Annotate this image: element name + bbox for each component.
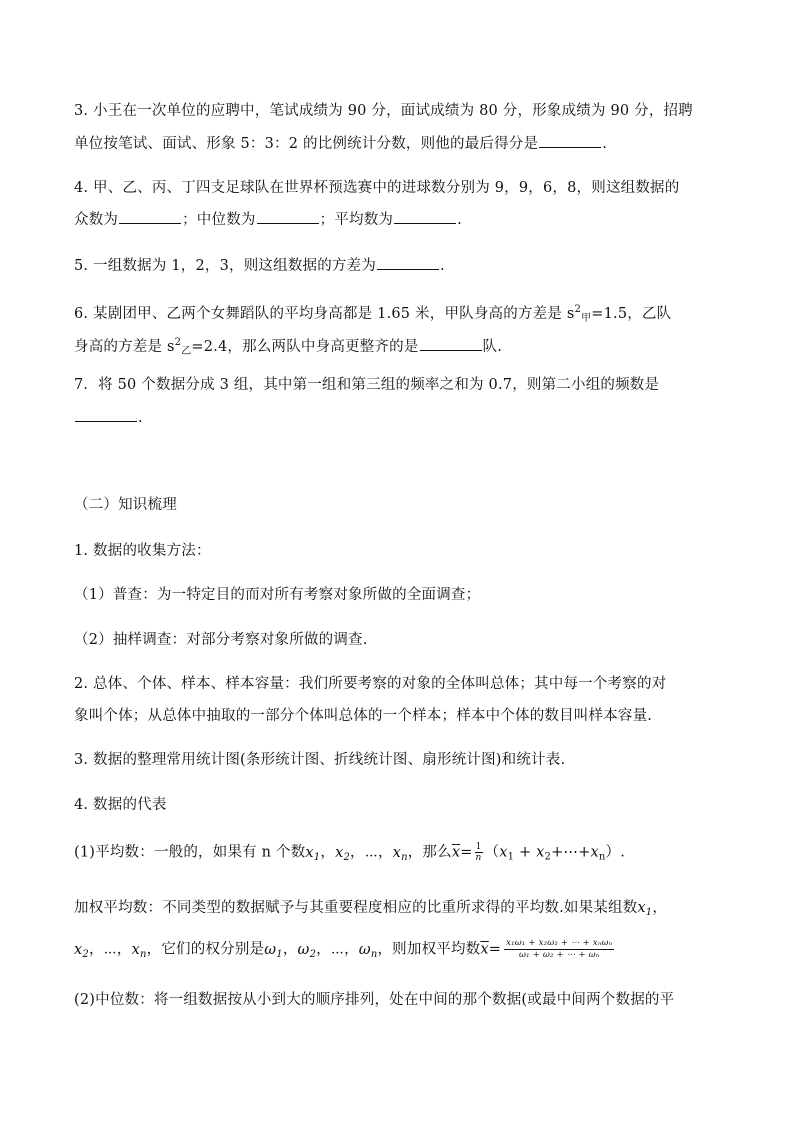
- q6-sub: 乙: [181, 346, 192, 357]
- q3-line2: [74, 134, 607, 154]
- q3-text: 单位按笔试、面试、形象 5：3：2 的比例统计分数，则他的最后得分是: [74, 136, 539, 152]
- math-w1: $\omega_1$: [264, 941, 283, 960]
- mean-formula-line: (1)平均数：一般的，如果有 n 个数$x_1$，$x_2$，⋯，$x_n$，那么$\overline{x}=$ $\frac{1}{n}$ （$x_1$ + $x_2+\cdots+x_n$）.: [74, 842, 626, 863]
- math-wn: $\omega_n$: [358, 941, 378, 960]
- math-weighted-fraction: $\frac{\text{x₁ω₁ + x₂ω₂ + ⋯ + xₙωₙ}}{\text{ω₁ + ω₂ + ⋯ + ωₙ}}$: [506, 938, 613, 960]
- s1-heading: 1. 数据的收集方法：: [74, 543, 211, 559]
- s3-text: 3. 数据的整理常用统计图(条形统计图、折线统计图、扇形统计图)和统计表.: [74, 752, 566, 768]
- q6-text-c: 身高的方差是 s: [74, 339, 175, 355]
- s1b-text: （2）抽样调查：对部分考察对象所做的调查.: [74, 632, 368, 648]
- weighted-text-b: ，则加权平均数: [377, 941, 481, 958]
- weighted-text: 加权平均数：不同类型的数据赋予与其重要程度相应的比重所求得的平均数.如果某组数: [74, 900, 638, 916]
- math-fraction: $\frac{1}{n}$: [475, 842, 482, 863]
- q4-line2: [74, 210, 462, 230]
- answer-blank: [257, 211, 319, 224]
- math-xn: $x_n$: [392, 844, 408, 863]
- q6-sub: 甲: [581, 313, 592, 324]
- math-xbar: $\overline{x}$: [480, 941, 489, 958]
- q7-line2: [74, 408, 143, 428]
- weighted-text-a: ，它们的权分别是: [146, 941, 265, 958]
- s2-line1: 2. 总体、个体、样本、样本容量：我们所要考察的对象的全体叫总体；其中每一个考察的对: [74, 676, 667, 692]
- math-x2: $x_2$: [74, 941, 89, 960]
- q3-line1: 3. 小王在一次单位的应聘中，笔试成绩为 90 分，面试成绩为 80 分，形象成绩为 90 分，招聘: [74, 103, 693, 119]
- mean-text-b: ，那么: [407, 844, 452, 861]
- q5-line: [74, 256, 445, 276]
- answer-blank: [75, 409, 137, 422]
- q6-end: 队.: [482, 339, 503, 355]
- math-x2: $x_2$: [335, 844, 351, 863]
- q6-sup: 2: [574, 304, 582, 315]
- q6-line1: [74, 300, 671, 329]
- q4-median-label: ；中位数为: [182, 212, 256, 228]
- math-w2: $\omega_2$: [297, 941, 317, 960]
- answer-blank: [539, 135, 601, 148]
- math-x1: $x_1$: [305, 844, 321, 863]
- q7-line1: 7．将 50 个数据分成 3 组，其中第一组和第三组的频率之和为 0.7，则第二小组的频数是: [74, 377, 660, 393]
- q6-text-d: =2.4，那么两队中身高更整齐的是: [191, 339, 419, 355]
- q5-text: 5. 一组数据为 1，2，3，则这组数据的方差为: [74, 258, 377, 274]
- q3-end: .: [602, 136, 608, 152]
- mean-end: .: [620, 844, 626, 861]
- q4-line1: 4. 甲、乙、丙、丁四支足球队在世界杯预选赛中的进球数分别为 9，9，6，8，则这组数据的: [74, 180, 680, 196]
- weighted-line2: $x_2$，⋯，$x_n$，它们的权分别是$\omega_1$，$\omega_2$，⋯，$\omega_n$，则加权平均数$\overline{x}=$ $\frac{\text{x₁ω₁ + x₂ω₂ + ⋯ + xₙωₙ}}{\text{ω₁ + ω₂ + ⋯ + ωₙ}}$: [74, 938, 613, 960]
- q6-text-b: =1.5，乙队: [591, 306, 672, 322]
- answer-blank: [420, 338, 482, 351]
- s4-heading: 4. 数据的代表: [74, 797, 167, 813]
- answer-blank: [119, 211, 181, 224]
- q5-end: .: [440, 258, 445, 274]
- median-line: (2)中位数：将一组数据按从小到大的顺序排列，处在中间的那个数据(或最中间两个数据的平: [74, 992, 675, 1008]
- math-x1: $x_1$: [637, 900, 653, 918]
- q4-end: .: [457, 212, 462, 228]
- q6-text-a: 6. 某剧团甲、乙两个女舞蹈队的平均身高都是 1.65 米，甲队身高的方差是 s: [74, 306, 575, 322]
- q4-mode-label: 众数为: [74, 212, 119, 228]
- s2-line2: 象叫个体；从总体中抽取的一部分个体叫总体的一个样本；样本中个体的数目叫样本容量.: [74, 708, 653, 724]
- q7-end: .: [138, 410, 143, 426]
- math-xn: $x_n$: [131, 941, 147, 960]
- s1a-text: （1）普查：为一特定目的而对所有考察对象所做的全面调查；: [74, 587, 481, 603]
- mean-text-a: (1)平均数：一般的，如果有 n 个数: [74, 844, 306, 861]
- math-xbar: $\overline{x}$: [451, 844, 461, 861]
- answer-blank: [377, 257, 439, 270]
- section-title: （二）知识梳理: [74, 497, 177, 513]
- answer-blank: [394, 211, 456, 224]
- q6-line2: [74, 333, 502, 362]
- q4-mean-label: ；平均数为: [319, 212, 394, 228]
- weighted-line1: 加权平均数：不同类型的数据赋予与其重要程度相应的比重所求得的平均数.如果某组数$x_1$，: [74, 900, 668, 918]
- q6-sup: 2: [174, 337, 182, 348]
